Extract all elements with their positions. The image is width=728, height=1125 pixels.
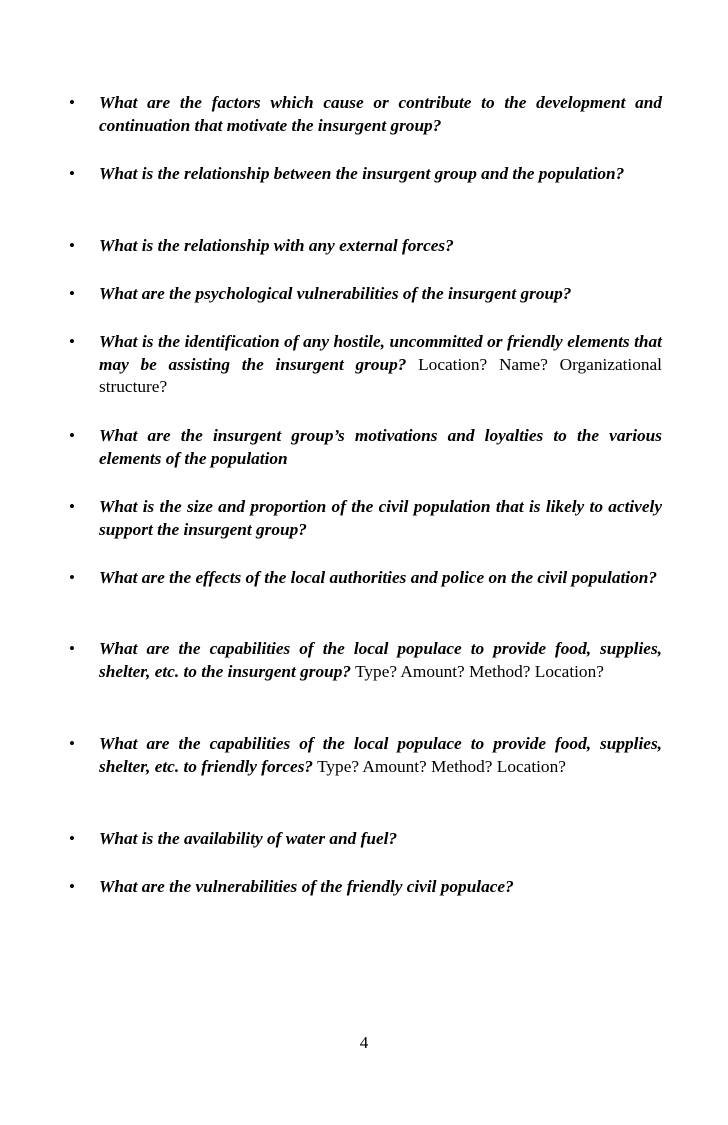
question-text — [99, 876, 662, 899]
question-text — [99, 283, 662, 306]
page-number: 4 — [359, 1033, 369, 1052]
question-text — [99, 496, 662, 541]
bullet-icon: • — [69, 497, 75, 516]
question-text — [99, 235, 662, 258]
question-question: What are the capabilities of the local populace to provide food, supplies, shelter, etc. to friendly forces? — [99, 734, 662, 776]
question-question: What is the relationship between the insurgent group and the population? — [99, 164, 625, 183]
question-tail: Type? Amount? Method? Location? — [351, 661, 604, 681]
bullet-icon: • — [69, 829, 75, 848]
question-question: What is the availability of water and fuel? — [99, 829, 398, 848]
question-text — [99, 733, 662, 778]
question-question: What is the size and proportion of the civil population that is likely to actively support the insurgent group? — [99, 497, 662, 539]
bullet-icon: • — [69, 734, 75, 753]
question-text — [99, 828, 662, 851]
bullet-icon: • — [69, 236, 75, 255]
question-question: What are the insurgent group’s motivations and loyalties to the various elements of the population — [99, 426, 662, 468]
question-tail: Type? Amount? Method? Location? — [313, 756, 566, 776]
question-tail: Location? Name? Organizational structure? — [99, 354, 662, 396]
question-question: What are the psychological vulnerabilities of the insurgent group? — [99, 284, 572, 303]
question-text — [99, 567, 662, 590]
bullet-icon: • — [69, 93, 75, 112]
bullet-icon: • — [69, 284, 75, 303]
bullet-icon: • — [69, 426, 75, 445]
question-text — [99, 92, 662, 137]
question-question: What are the factors which cause or contribute to the development and continuation that motivate the insurgent group? — [99, 93, 662, 135]
question-question: What is the relationship with any external forces? — [99, 236, 454, 255]
bullet-icon: • — [69, 639, 75, 658]
question-question: What are the capabilities of the local populace to provide food, supplies, shelter, etc. to the insurgent group? — [99, 639, 662, 681]
question-text — [99, 638, 662, 683]
bullet-icon: • — [69, 568, 75, 587]
question-question: What are the vulnerabilities of the friendly civil populace? — [99, 877, 514, 896]
bullet-icon: • — [69, 164, 75, 183]
question-question: What is the identification of any hostile, uncommitted or friendly elements that may be assisting the insurgent group? — [99, 332, 662, 374]
question-text — [99, 331, 662, 399]
bullet-icon: • — [69, 877, 75, 896]
question-text — [99, 425, 662, 470]
question-text — [99, 163, 662, 186]
bullet-icon: • — [69, 332, 75, 351]
question-question: What are the effects of the local authorities and police on the civil population? — [99, 568, 657, 587]
